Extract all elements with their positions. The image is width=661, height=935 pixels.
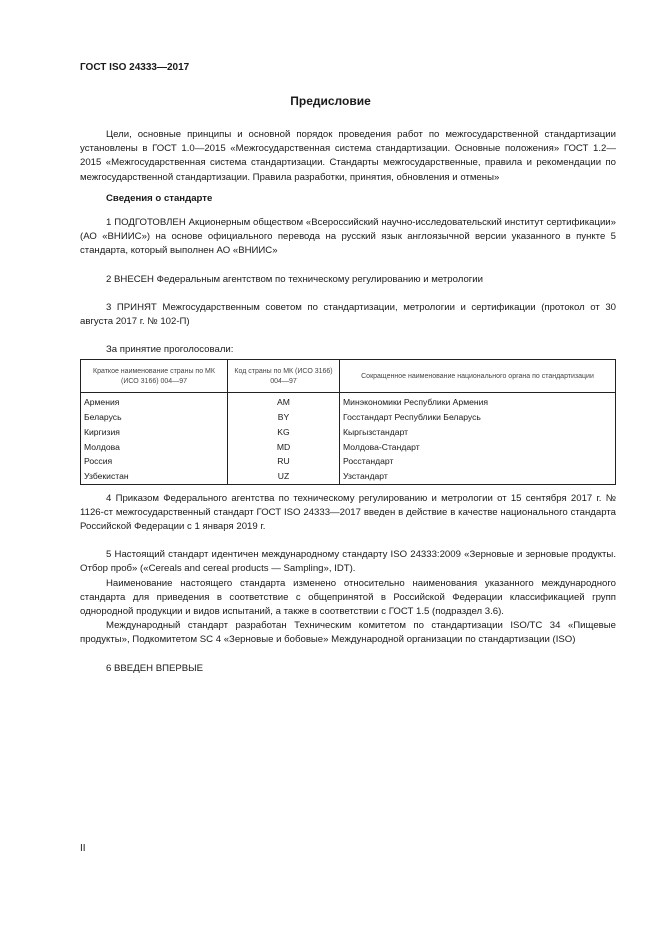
vote-label: За принятие проголосовали: <box>106 344 234 356</box>
country-cell: Молдова <box>81 440 228 455</box>
code-cell: KG <box>228 425 340 440</box>
table-row <box>81 440 616 455</box>
item-5-origin-paragraph: Международный стандарт разработан Техническим комитетом по стандартизации ISO/TC 34 «Пищевые продукты», Подкомитетом SC 4 «Зерновые и бобовые» Международной организации по стандартизации (ISO) <box>80 620 616 646</box>
country-cell: Армения <box>81 393 228 410</box>
table-header-row <box>81 360 616 393</box>
code-cell: BY <box>228 410 340 425</box>
table-row <box>81 454 616 469</box>
body-cell: Госстандарт Республики Беларусь <box>340 410 616 425</box>
item-4-paragraph: 4 Приказом Федерального агентства по техническому регулированию и метрологии от 15 сентября 2017 г. № 1126-ст межгосударственный стандарт ГОСТ ISO 24333—2017 введен в действие в качестве национального стандарта Российской Федерации с 1 января 2019 г. <box>80 492 616 533</box>
item-1-paragraph: 1 ПОДГОТОВЛЕН Акционерным обществом «Всероссийский научно-исследовательский институт сертификации» (АО «ВНИИС») на основе официального перевода на русский язык англоязычной версии указанного в пункте 5 стандарта, который выполнен АО «ВНИИС» <box>80 217 616 257</box>
body-cell: Росстандарт <box>340 454 616 469</box>
country-cell: Россия <box>81 454 228 469</box>
header-body: Сокращенное наименование национального органа по стандартизации <box>340 360 616 393</box>
country-cell: Беларусь <box>81 410 228 425</box>
item-6-paragraph: 6 ВВЕДЕН ВПЕРВЫЕ <box>106 662 204 674</box>
country-cell: Киргизия <box>81 425 228 440</box>
country-cell: Узбекистан <box>81 469 228 484</box>
code-cell: AM <box>228 393 340 410</box>
body-cell: Кыргызстандарт <box>340 425 616 440</box>
page-number: II <box>80 843 86 854</box>
body-cell: Минэкономики Республики Армения <box>340 393 616 410</box>
section-heading: Сведения о стандарте <box>106 192 213 204</box>
body-cell: Узстандарт <box>340 469 616 484</box>
table-row <box>81 469 616 484</box>
page-title: Предисловие <box>290 94 371 108</box>
table-row <box>81 410 616 425</box>
table-row <box>81 393 616 410</box>
table-row <box>81 425 616 440</box>
code-cell: RU <box>228 454 340 469</box>
voting-table <box>80 359 616 484</box>
item-3-paragraph: 3 ПРИНЯТ Межгосударственным советом по стандартизации, метрологии и сертификации (протокол от 30 августа 2017 г. № 102-П) <box>80 301 616 328</box>
item-5-rename-paragraph: Наименование настоящего стандарта изменено относительно наименования указанного международного стандарта для приведения в соответствие с общепринятой в Российской Федерации классификацией групп однородной продукции и видов испытаний, а также в соответствии с ГОСТ 1.5 (подраздел 3.6). <box>80 577 616 618</box>
code-cell: MD <box>228 440 340 455</box>
body-cell: Молдова-Стандарт <box>340 440 616 455</box>
code-cell: UZ <box>228 469 340 484</box>
intro-paragraph: Цели, основные принципы и основной порядок проведения работ по межгосударственной стандартизации установлены в ГОСТ 1.0—2015 «Межгосударственная система стандартизации. Основные положения» ГОСТ 1.2—2015 «Межгосударственная система стандартизации. Стандарты межгосударственные, правила и рекомендации по межгосударственной стандартизации. Правила разработки, принятия, обновления и отмены» <box>80 129 616 183</box>
item-2-paragraph: 2 ВНЕСЕН Федеральным агентством по техническому регулированию и метрологии <box>106 273 484 285</box>
page-content <box>80 128 616 676</box>
item-5-paragraph: 5 Настоящий стандарт идентичен международному стандарту ISO 24333:2009 «Зерновые и зерновые продукты. Отбор проб» («Cereals and cereal products — Sampling», IDT). <box>80 549 616 575</box>
document-header: ГОСТ ISO 24333—2017 <box>80 62 190 73</box>
header-country: Краткое наименование страны по МК (ИСО 3166) 004—97 <box>81 360 228 393</box>
header-code: Код страны по МК (ИСО 3166) 004—97 <box>228 360 340 393</box>
